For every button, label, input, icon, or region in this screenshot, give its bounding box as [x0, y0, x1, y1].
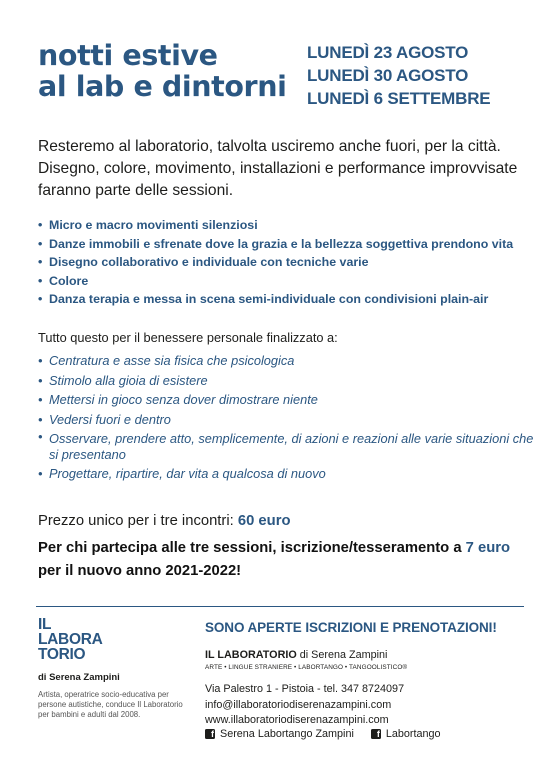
list-item: • Stimolo alla gioia di esistere — [38, 371, 538, 391]
date-1: LUNEDÌ 23 AGOSTO — [307, 43, 469, 62]
subscription-amount: 7 euro — [465, 540, 511, 556]
social-label: Serena Labortango Zampini — [220, 728, 354, 740]
logo-line-3: TORIO — [38, 646, 86, 663]
address: Via Palestro 1 - Pistoia - tel. 347 8724097 — [205, 683, 405, 695]
list-item: • Progettare, ripartire, dar vita a qualcosa di nuovo — [38, 464, 538, 484]
facebook-icon: f — [205, 729, 215, 739]
subscription-year: per il nuovo anno 2021-2022! — [38, 563, 242, 579]
activities-list — [38, 216, 538, 309]
date-3: LUNEDÌ 6 SETTEMBRE — [307, 89, 491, 108]
website-link[interactable]: www.illaboratoriodiserenazampini.com — [205, 714, 389, 726]
event-dates — [307, 41, 490, 110]
list-item: • Centratura e asse sia fisica che psicologica — [38, 351, 538, 371]
list-item: • Danze immobili e sfrenate dove la grazia e la bellezza soggettiva prendono vita — [38, 235, 538, 254]
price-amount: 60 euro — [237, 513, 291, 529]
lab-name: IL LABORATORIO — [205, 649, 297, 661]
logo-line-1: IL — [38, 616, 52, 633]
contact-details — [205, 682, 404, 729]
artist-bio: Artista, operatrice socio-educativa per persone autistiche, conduce Il Laboratorio per bambini e adulti dal 2008. — [38, 690, 183, 719]
lab-name-line — [205, 649, 387, 661]
wellbeing-intro: Tutto questo per il benessere personale finalizzato a: — [38, 330, 338, 345]
lab-tags: ARTE • LINGUE STRANIERE • LABORTANGO • TANGOOLISTICO® — [205, 664, 408, 671]
subscription-note — [38, 537, 538, 583]
list-item: • Vedersi fuori e dentro — [38, 410, 538, 430]
list-item: • Danza terapia e messa in scena semi-individuale con condivisioni plain-air — [38, 290, 538, 309]
social-label: Labortango — [385, 728, 441, 740]
contact-block — [205, 620, 535, 740]
logo-subtitle: di Serena Zampini — [38, 672, 120, 683]
subscription-text: Per chi partecipa alle tre sessioni, iscrizione/tesseramento a — [38, 540, 462, 556]
list-item: • Disegno collaborativo e individuale con tecniche varie — [38, 253, 538, 272]
social-links — [205, 728, 455, 740]
social-link-labortango[interactable] — [371, 728, 441, 740]
intro-paragraph: Resteremo al laboratorio, talvolta usciremo anche fuori, per la città. Disegno, colore, movimento, installazioni e performance improvvisate faranno parte delle sessioni. — [38, 138, 518, 199]
title-line-2: al lab e dintorni — [38, 70, 287, 103]
list-item: • Osservare, prendere atto, semplicemente, di azioni e reazioni alle varie situazioni che si presentano — [38, 429, 539, 464]
date-2: LUNEDÌ 30 AGOSTO — [307, 66, 469, 85]
price-label: Prezzo unico per i tre incontri: — [38, 513, 234, 529]
email-link[interactable]: info@illaboratoriodiserenazampini.com — [205, 698, 392, 711]
list-item: • Colore — [38, 272, 538, 291]
logo-line-2: LABORA — [38, 631, 103, 648]
laboratorio-logo — [38, 617, 103, 662]
lab-owner: di Serena Zampini — [299, 649, 388, 661]
list-item: • Mettersi in gioco senza dover dimostrare niente — [38, 390, 538, 410]
price-line — [38, 513, 291, 529]
goals-list — [38, 351, 538, 484]
list-item: • Micro e macro movimenti silenziosi — [38, 216, 538, 235]
footer-divider — [36, 606, 524, 607]
facebook-icon: f — [371, 729, 381, 739]
registrations-open-heading: SONO APERTE ISCRIZIONI E PRENOTAZIONI! — [205, 620, 497, 635]
social-link-serena[interactable] — [205, 728, 354, 740]
header — [38, 40, 528, 115]
title-line-1: notti estive — [38, 39, 218, 72]
event-title — [38, 40, 286, 102]
